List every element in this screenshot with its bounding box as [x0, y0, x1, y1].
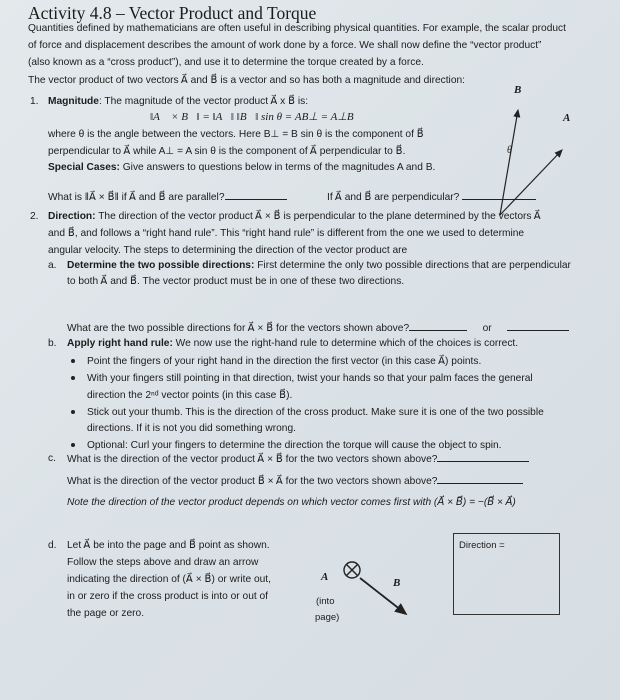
direction-label: Direction: [48, 211, 96, 222]
answer-blank-bxa[interactable] [437, 474, 523, 484]
step-a-text: First determine the only two possible directions that are perpendicular [254, 260, 571, 271]
step-d-line: the page or zero. [67, 608, 145, 619]
step-letter: a. [48, 260, 57, 271]
question-axb-text: What is the direction of the vector product A⃗ × B⃗ for the two vectors shown above? [67, 454, 438, 465]
question-perpendicular-text: If A⃗ and B⃗ are perpendicular? [327, 192, 460, 203]
step-b [67, 337, 518, 350]
bullet [71, 410, 75, 414]
step-b-label: Apply right hand rule: [67, 338, 173, 349]
direction-box-label: Direction = [459, 540, 505, 551]
or-text: or [482, 323, 492, 334]
bullet-text: Stick out your thumb. This is the direction of the cross product. Make sure it is one of the two possible [87, 407, 544, 418]
answer-blank-perpendicular[interactable] [462, 190, 536, 200]
item-number: 1. [30, 96, 39, 107]
label-b: B⃗ [514, 84, 530, 96]
into-page-caption: page) [315, 612, 340, 623]
direction-line: and B⃗, and follows a “right hand rule”. This “right hand rule” is different from the one we used to determine [48, 228, 525, 239]
label-theta: θ [507, 145, 512, 156]
step-a-line: to both A⃗ and B⃗. The vector product must be in one of these two directions. [67, 276, 405, 287]
step-a [67, 259, 571, 272]
special-cases [48, 161, 435, 174]
question-axb [67, 452, 529, 466]
item-number: 2. [30, 211, 39, 222]
vector-intro: The vector product of two vectors A⃗ and B⃗ is a vector and so has both a magnitude and direction: [28, 75, 465, 86]
question-parallel-text: What is ‖A⃗ × B⃗‖ if A⃗ and B⃗ are parallel? [48, 192, 225, 203]
intro-line: of force and displacement describes the amount of work done by a force. We shall now define the “vector product” [28, 40, 542, 51]
answer-blank-axb[interactable] [437, 452, 529, 462]
special-cases-label: Special Cases: [48, 162, 120, 173]
answer-blank-direction-2[interactable] [507, 321, 569, 331]
bullet-text: directions. If it is not you did something wrong. [87, 423, 296, 434]
magnitude-line: where θ is the angle between the vectors. Here B⊥ = B sin θ is the component of B⃗ [48, 129, 424, 140]
magnitude-line: perpendicular to A⃗ while A⊥ = A sin θ is the component of A⃗ perpendicular to B⃗. [48, 146, 406, 157]
magnitude-label: Magnitude [48, 96, 99, 107]
bullet [71, 376, 75, 380]
special-cases-text: Give answers to questions below in terms of the magnitudes A and B. [119, 162, 436, 173]
step-a-label: Determine the two possible directions: [67, 260, 255, 271]
direction-text: The direction of the vector product A⃗ × B⃗ is perpendicular to the plane determined by the vectors A⃗ [95, 211, 541, 222]
answer-blank-parallel[interactable] [225, 190, 287, 200]
question-perpendicular [327, 190, 536, 204]
direction-answer-box[interactable] [453, 533, 560, 615]
question-bxa [67, 474, 523, 488]
step-letter: d. [48, 540, 57, 551]
into-page-caption: (into [316, 596, 335, 607]
intro-line: Quantities defined by mathematicians are often useful in describing physical quantities. For example, the scalar product [28, 23, 566, 34]
into-page-icon [344, 562, 360, 578]
bullet-text: With your fingers still pointing in that direction, twist your hands so that your palm faces the general [87, 373, 533, 384]
question-bxa-text: What is the direction of the vector product B⃗ × A⃗ for the two vectors shown above? [67, 476, 438, 487]
label-a-into: A⃗ [321, 571, 337, 583]
step-b-text: We now use the right-hand rule to determine which of the choices is correct. [172, 338, 519, 349]
direction-line: angular velocity. The steps to determining the direction of the vector product are [48, 245, 408, 256]
magnitude-heading [48, 95, 308, 108]
page-title: Activity 4.8 – Vector Product and Torque [28, 3, 317, 23]
question-two-directions [67, 321, 569, 335]
label-a: A⃗ [563, 112, 579, 124]
label-b-shown: B⃗ [393, 577, 409, 589]
direction-heading [48, 210, 541, 223]
step-d-line: indicating the direction of (A⃗ × B⃗) or write out, [67, 574, 271, 585]
step-d-line: Let A⃗ be into the page and B⃗ point as shown. [67, 540, 270, 551]
step-d-line: Follow the steps above and draw an arrow [67, 557, 259, 568]
bullet-text: Optional: Curl your fingers to determine the direction the torque will cause the object to spin. [87, 440, 502, 451]
step-letter: b. [48, 338, 57, 349]
note-order: Note the direction of the vector product depends on which vector comes first with (A⃗ × B⃗) = −(B⃗ × A⃗) [67, 497, 516, 508]
bullet-text: Point the fingers of your right hand in the direction the first vector (in this case A⃗) points. [87, 356, 482, 367]
question-two-directions-text: What are the two possible directions for A⃗ × B⃗ for the vectors shown above? [67, 323, 410, 334]
magnitude-formula: ‖A⃗ × B⃗‖ = ‖A⃗‖ ‖B⃗‖ sin θ = AB⊥ = A⊥B [150, 111, 354, 123]
step-letter: c. [48, 453, 56, 464]
bullet-text: direction the 2ⁿᵈ vector points (in this case B⃗). [87, 390, 293, 401]
bullet [71, 359, 75, 363]
step-d-line: in or zero if the cross product is into or out of [67, 591, 269, 602]
question-parallel [48, 190, 287, 204]
intro-line: (also known as a “cross product”), and use it to determine the torque created by a force. [28, 57, 424, 68]
bullet [71, 443, 75, 447]
answer-blank-direction-1[interactable] [409, 321, 467, 331]
into-page-diagram [340, 560, 420, 620]
magnitude-text: : The magnitude of the vector product A⃗ x B⃗ is: [98, 96, 309, 107]
